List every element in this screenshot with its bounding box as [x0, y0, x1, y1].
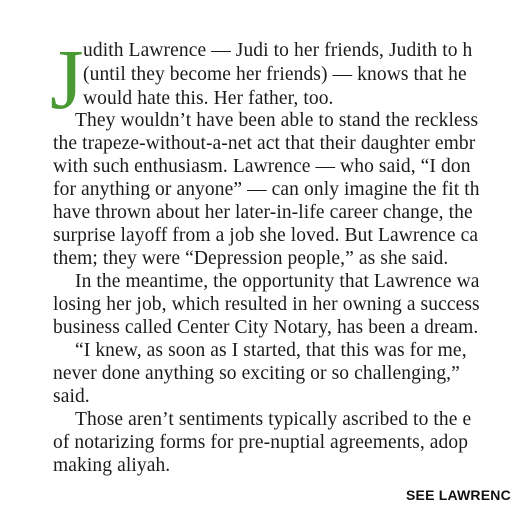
body-text-line: making aliyah. — [53, 455, 171, 476]
body-text-line: of notarizing forms for pre-nuptial agreements, adop — [53, 432, 469, 453]
body-text-line: never done anything so exciting or so challenging,” — [53, 363, 460, 384]
body-text-line: the trapeze-without-a-net act that their daughter embr — [53, 133, 476, 154]
body-text-line: surprise layoff from a job she loved. But Lawrence ca — [53, 225, 479, 246]
body-text-line: them; they were “Depression people,” as she said. — [53, 248, 449, 269]
body-text-line: In the meantime, the opportunity that Lawrence wa — [75, 271, 480, 292]
body-text-line: Those aren’t sentiments typically ascribed to the e — [75, 409, 472, 430]
body-text-line: have thrown about her later-in-life career change, the — [53, 202, 473, 223]
body-text-line: They wouldn’t have been able to stand the reckless — [75, 110, 479, 131]
body-text-line: said. — [53, 386, 90, 407]
body-text-line: udith Lawrence — Judi to her friends, Judith to h — [83, 40, 473, 61]
body-text-line: losing her job, which resulted in her owning a success — [53, 294, 480, 315]
body-text-line: (until they become her friends) — knows that he — [83, 64, 467, 85]
body-text-line: would hate this. Her father, too. — [83, 88, 334, 109]
body-text-line: “I knew, as soon as I started, that this was for me, — [75, 340, 467, 361]
body-text-line: for anything or anyone” — can only imagine the fit th — [53, 179, 480, 200]
drop-cap: J — [50, 31, 84, 127]
continued-jump-line: SEE LAWRENC — [406, 487, 511, 503]
body-text-line: business called Center City Notary, has been a dream. — [53, 317, 479, 338]
body-text-line: with such enthusiasm. Lawrence — who said, “I don — [53, 156, 471, 177]
